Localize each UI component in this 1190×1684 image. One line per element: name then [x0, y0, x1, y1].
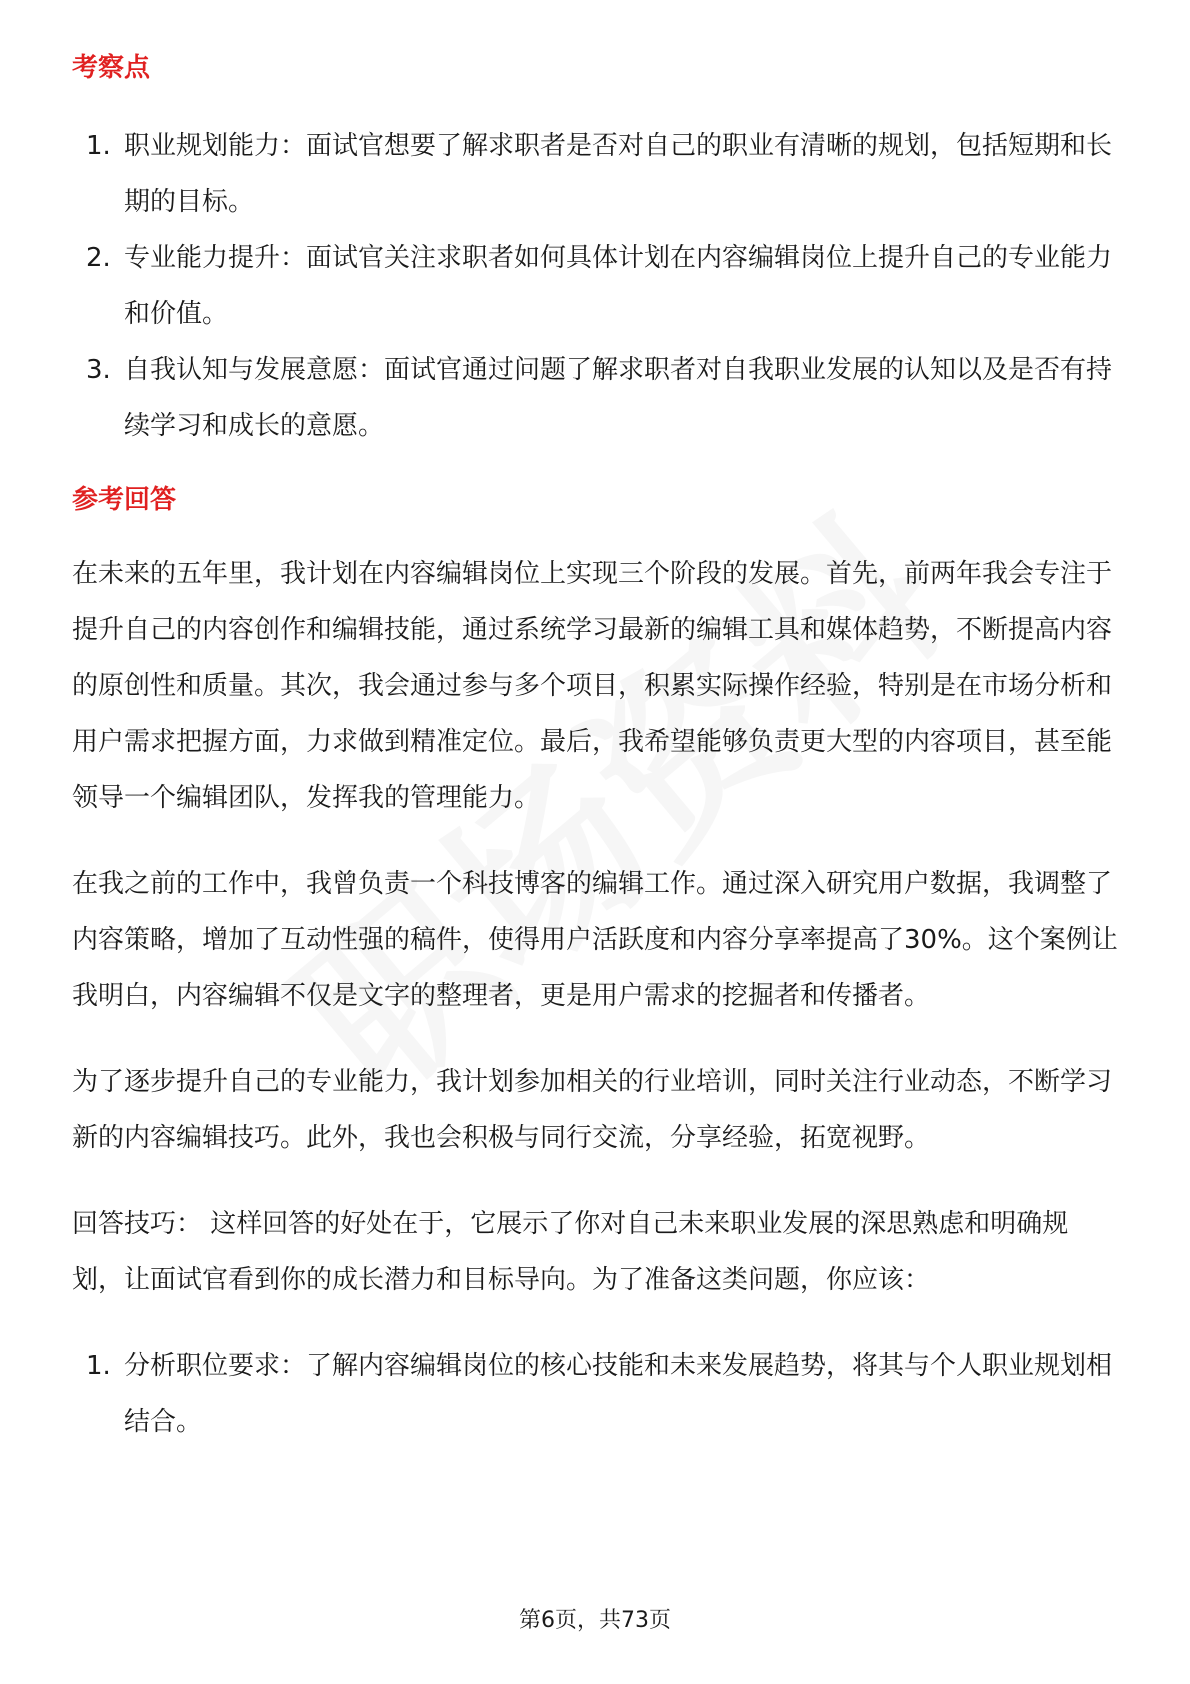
list-number: 2. [86, 243, 111, 273]
answer-tips-paragraph: 回答技巧： 这样回答的好处在于，它展示了你对自己未来职业发展的深思熟虑和明确规划，让面试官看到你的成长潜力和目标导向。为了准备这类问题，你应该： [72, 1209, 1069, 1295]
list-number: 1. [86, 1351, 111, 1381]
list-item [72, 230, 1118, 342]
answer-paragraph: 为了逐步提升自己的专业能力，我计划参加相关的行业培训，同时关注行业动态，不断学习新的内容编辑技巧。此外，我也会积极与同行交流，分享经验，拓宽视野。 [72, 1067, 1113, 1153]
list-number: 3. [86, 355, 111, 385]
section-heading-focus: 考察点 [72, 53, 151, 83]
focus-list [72, 118, 1118, 454]
section-heading-answer: 参考回答 [72, 485, 177, 515]
list-item [72, 342, 1118, 454]
list-item-text: 自我认知与发展意愿：面试官通过问题了解求职者对自我职业发展的认知以及是否有持续学习和成长的意愿。 [124, 355, 1113, 441]
list-number: 1. [86, 131, 111, 161]
list-item [72, 1338, 1118, 1450]
page-footer: 第6页，共73页 [519, 1608, 671, 1633]
answer-paragraph: 在未来的五年里，我计划在内容编辑岗位上实现三个阶段的发展。首先，前两年我会专注于提升自己的内容创作和编辑技能，通过系统学习最新的编辑工具和媒体趋势，不断提高内容的原创性和质量。其次，我会通过参与多个项目，积累实际操作经验，特别是在市场分析和用户需求把握方面，力求做到精准定位。最后，我希望能够负责更大型的内容项目，甚至能领导一个编辑团队，发挥我的管理能力。 [72, 559, 1113, 813]
list-item-text: 职业规划能力：面试官想要了解求职者是否对自己的职业有清晰的规划，包括短期和长期的目标。 [124, 131, 1113, 217]
list-item-text: 分析职位要求：了解内容编辑岗位的核心技能和未来发展趋势，将其与个人职业规划相结合。 [124, 1351, 1113, 1437]
tips-list [72, 1338, 1118, 1450]
list-item-text: 专业能力提升：面试官关注求职者如何具体计划在内容编辑岗位上提升自己的专业能力和价值。 [124, 243, 1113, 329]
answer-paragraph: 在我之前的工作中，我曾负责一个科技博客的编辑工作。通过深入研究用户数据，我调整了内容策略，增加了互动性强的稿件，使得用户活跃度和内容分享率提高了30%。这个案例让我明白，内容编辑不仅是文字的整理者，更是用户需求的挖掘者和传播者。 [72, 869, 1118, 1011]
list-item [72, 118, 1118, 230]
document-page [72, 50, 1118, 1450]
